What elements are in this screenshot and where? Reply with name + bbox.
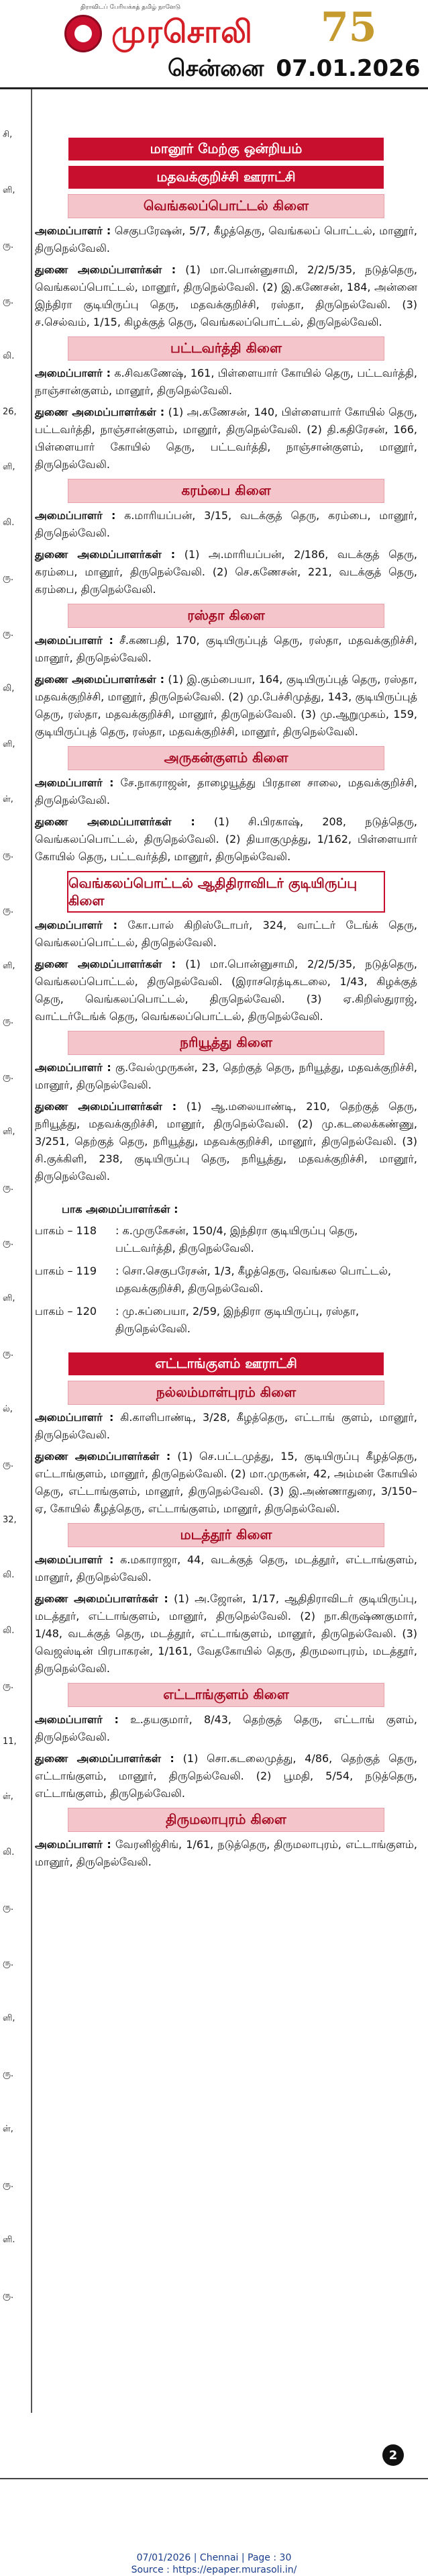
organiser-label: அமைப்பாளர் : — [35, 919, 118, 931]
page-number-badge: 2 — [382, 2444, 404, 2466]
deputies-value: (1) அ.கணேசன், 140, பிள்ளையார் கோயில் தெரு, பட்டவர்த்தி, நாஞ்சான்குளம், மானூர், திருநெல்வேலி. (2) தி.கதிரேசன், 166, பிள்ளையார் கோயில் தெரு, பட்டவர்த்தி, நாஞ்சான்குளம், மானூர், திருநெல்வேலி. — [35, 406, 417, 471]
organiser-label: அமைப்பாளர் : — [35, 634, 113, 647]
booth-value: : க.முருகேசன், 150/4, இந்திரா குடியிருப்பு தெரு, பட்டவர்த்தி, திருநெல்வேலி. — [115, 1224, 358, 1254]
organiser-label: அமைப்பாளர் : — [35, 776, 114, 789]
organiser-value: கோ.பால் கிறிஸ்டோபர், 324, வாட்டர் டேங்க் தெரு, வெங்கலப்பொட்டல், திருநெல்வேலி. — [35, 919, 418, 949]
deputies-label: துணை அமைப்பாளர்கள் : — [35, 548, 176, 561]
organiser-value: கி.காளிபாண்டி, 3/28, கீழத்தெரு, எட்டாங் குளம், மானூர், திருநெல்வேலி. — [35, 1411, 418, 1441]
left-column-text: ளி, — [3, 462, 15, 472]
left-column-text: லி. — [3, 1570, 15, 1580]
left-column-text: ரு. — [3, 2290, 14, 2301]
organiser-entry — [35, 1409, 417, 1444]
left-column-text: ரு. — [3, 1016, 14, 1026]
organiser-label: அமைப்பாளர் : — [35, 1553, 114, 1566]
organiser-entry — [35, 222, 417, 257]
booth-value: : மு.சுப்பையா, 2/59, இந்திரா குடியிருப்பு, ரஸ்தா, திருநெல்வேலி. — [115, 1305, 360, 1335]
organiser-value: சீ.கணபதி, 170, குடியிருப்புத் தெரு, ரஸ்தா, மதவக்குறிச்சி, மானூர், திருநெல்வேலி. — [35, 634, 418, 664]
anniversary-number: 75 — [321, 4, 377, 51]
organiser-entry — [35, 365, 417, 400]
organiser-entry — [35, 1551, 417, 1586]
left-column-text: ளி, — [3, 739, 15, 749]
organiser-label: அமைப்பாளர் : — [35, 367, 111, 379]
organiser-label: அமைப்பாளர் : — [35, 224, 111, 237]
branch-header: மடத்தூர் கிளை — [68, 1523, 384, 1547]
deputies-label: துணை அமைப்பாளர்கள் : — [35, 815, 195, 828]
masthead-tagline: திராவிடப் பேரியக்கத் தமிழ் நாளேடு — [81, 4, 181, 11]
left-column-text: 26, — [3, 406, 17, 417]
deputies-entry — [35, 1750, 417, 1802]
deputies-label: துணை அமைப்பாளர்கள் : — [35, 1752, 174, 1765]
deputies-label: துணை அமைப்பாளர்கள் : — [35, 406, 165, 418]
left-column-text: ளி. — [3, 2235, 15, 2245]
left-column-text: ரு. — [3, 1902, 14, 1913]
logo — [64, 12, 286, 54]
booth-header: பாக அமைப்பாளர்கள் : — [62, 1203, 178, 1215]
left-column-text: ளி, — [3, 185, 15, 195]
organiser-entry — [35, 1059, 417, 1094]
left-column-text: ரு. — [3, 240, 14, 250]
left-column-text: 32, — [3, 1514, 17, 1525]
city: சென்னை — [168, 55, 264, 82]
organiser-label: அமைப்பாளர் : — [35, 1713, 119, 1726]
left-column-text: ளி, — [3, 1127, 15, 1137]
left-column-text: ரு. — [3, 2068, 14, 2079]
left-column-text: சி, — [3, 130, 13, 140]
section-header: எட்டாங்குளம் ஊராட்சி — [68, 1352, 384, 1375]
deputies-value: (1) அ.ஜோன், 1/17, ஆதிதிராவிடர் குடியிருப்பு, மடத்தூர், எட்டாங்குளம், மானூர், திருநெல்வேலி. (2) நா.கிருஷ்ணகுமார், 1/48, வடக்குத் தெரு, மடத்தூர், எட்டாங்குளம், மானூர், திருநெல்வேலி. (3) வெஜஸ்டின் பிரபாகரன், 1/161, வேதகோயில் தெரு, திருமலாபுரம், மடத்தூர், திருநெல்வேலி. — [35, 1592, 417, 1675]
section-header: மதவக்குறிச்சி ஊராட்சி — [68, 166, 384, 189]
masthead — [0, 0, 428, 81]
deputies-entry — [35, 813, 417, 866]
left-column-text: லி. — [3, 517, 15, 528]
left-column-text: ரு. — [3, 905, 14, 915]
top-rule — [0, 87, 428, 89]
dateline — [168, 55, 428, 85]
left-column-text: 11, — [3, 1736, 17, 1747]
organiser-label: அமைப்பாளர் : — [35, 1838, 111, 1851]
organiser-value: க.மாரியப்பன், 3/15, வடக்குத் தெரு, கரம்பை, மானூர், திருநெல்வேலி. — [35, 509, 418, 539]
organiser-value: சே.நாகராஜன், தாழையூத்து பிரதான சாலை, மதவக்குறிச்சி, திருநெல்வேலி. — [35, 776, 418, 807]
left-column-text: ரு. — [3, 1459, 14, 1469]
banner-header: மானூர் மேற்கு ஒன்றியம் — [68, 138, 384, 160]
deputies-value: (1) மா.பொன்னுசாமி, 2/2/5/35, நடுத்தெரு, வெங்கலப்பொட்டல், திருநெல்வேலி. (இராசரெத்டிகடலை, 1/43, கிழக்குத் தெரு, வெங்கலப்பொட்டல், திருநெல்வேலி. (3) ஏ.கிறிஸ்துராஜ், வாட்டர்டேங்க் தெரு, வெங்கலப்பொட்டல், திருநெல்வேலி. — [35, 958, 417, 1023]
left-column-text: ளி, — [3, 1293, 15, 1303]
left-column-text: ள், — [3, 794, 13, 804]
organiser-value: க.சிவகணேஷ், 161, பிள்ளையார் கோயில் தெரு, பட்டவர்த்தி, நாஞ்சான்குளம், மானூர், திருநெல்வேலி. — [35, 367, 417, 397]
left-column-text: ரு. — [3, 1681, 14, 1691]
organiser-entry — [35, 774, 417, 809]
footer-page-info: 07/01/2026 | Chennai | Page : 30 — [136, 2552, 292, 2563]
left-column-text: லி. — [3, 1847, 15, 1857]
organiser-value: கு.வேல்முருகன், 23, தெற்குத் தெரு, நரியூத்து, மதவக்குறிச்சி, மானூர், திருநெல்வேலி. — [35, 1061, 417, 1091]
issue-date: 07.01.2026 — [276, 55, 421, 82]
left-column-text: லி. — [3, 1625, 15, 1636]
deputies-value: (1) ஆ.மலையாண்டி, 210, தெற்குத் தெரு, நரியூத்து, மதவக்குறிச்சி, மானூர், திருநெல்வேலி. (2) மு.கடலைக்கண்ணு, 3/251, தெற்குத் தெரு, நரியூத்து, மதவக்குறிச்சி, மானூர், திருநெல்வேலி. (3) சி.குக்கிளி, 238, குடியிருப்பு தெரு, நரியூத்து, மதவக்குறிச்சி, மானூர், திருநெல்வேலி. — [35, 1100, 418, 1183]
branch-header: அருகன்குளம் கிளை — [68, 746, 384, 770]
organiser-label: அமைப்பாளர் : — [35, 509, 116, 522]
left-column-text: ளி, — [3, 2013, 15, 2023]
left-column-text: ரு. — [3, 1238, 14, 1248]
booth-row — [35, 1303, 417, 1338]
left-column-text: ரு. — [3, 1958, 14, 1968]
deputies-value: (1) அ.மாரியப்பன், 2/186, வடக்குத் தெரு, கரம்பை, மானூர், திருநெல்வேலி. (2) செ.கணேசன், 221, வடக்குத் தெரு, கரம்பை, திருநெல்வேலி. — [35, 548, 417, 596]
left-column-text: ரு. — [3, 295, 14, 306]
branch-header: எட்டாங்குளம் கிளை — [68, 1683, 384, 1707]
organiser-label: அமைப்பாளர் : — [35, 1061, 111, 1074]
article-body — [35, 138, 417, 1876]
deputies-entry — [35, 1098, 417, 1185]
organiser-value: க.மகாராஜா, 44, வடக்குத் தெரு, மடத்தூர், எட்டாங்குளம், மானூர், திருநெல்வேலி. — [35, 1553, 418, 1583]
deputies-label: துணை அமைப்பாளர்கள் : — [35, 263, 176, 276]
organiser-value: வேரனிஜ்சிங், 1/61, நடுத்தெரு, திருமலாபுரம், எட்டாங்குளம், மானூர், திருநெல்வேலி. — [35, 1838, 417, 1868]
left-column-fragment — [0, 89, 32, 2413]
branch-header: கரம்பை கிளை — [68, 479, 384, 503]
left-column-text: ரு. — [3, 1182, 14, 1193]
deputies-entry — [35, 1590, 417, 1677]
deputies-label: துணை அமைப்பாளர்கள் : — [35, 1592, 168, 1605]
branch-header: திருமலாபுரம் கிளை — [68, 1808, 384, 1832]
deputies-entry — [35, 956, 417, 1025]
deputies-value: (1) சி.பிரகாஷ், 208, நடுத்தெரு, வெங்கலப்பொட்டல், திருநெல்வேலி. (2) தியாகுமுத்து, 1/162, பிள்ளையார் கோயில் தெரு, பட்டவர்த்தி, மானூர், திருநெல்வேலி. — [35, 815, 417, 863]
footer — [0, 2552, 428, 2576]
left-column-text: ளி, — [3, 960, 15, 971]
bottom-rule — [0, 2478, 428, 2479]
booth-value: : சொ.செகுபரேசன், 1/3, கீழத்தெரு, வெங்கல பொட்டல், மதவக்குறிச்சி, திருநெல்வேலி. — [115, 1264, 392, 1295]
left-column-text: ல், — [3, 1404, 13, 1414]
left-column-text: லி, — [3, 684, 15, 694]
deputies-entry — [35, 546, 417, 598]
left-column-text: ரு. — [3, 1348, 14, 1359]
footer-source: Source : https://epaper.murasoli.in/ — [131, 2565, 297, 2575]
left-column-text: ரு. — [3, 1071, 14, 1082]
booth-label: பாகம் – 118 — [35, 1224, 97, 1237]
left-column-text: ரு. — [3, 849, 14, 860]
left-column-text: லி. — [3, 351, 15, 361]
deputies-entry — [35, 1448, 417, 1518]
organiser-value: உ.தயகுமார், 8/43, தெற்குத் தெரு, எட்டாங் குளம், திருநெல்வேலி. — [35, 1713, 418, 1743]
deputies-value: (1) சொ.கடலைமுத்து, 4/86, தெற்குத் தெரு, எட்டாங்குளம், மானூர், திருநெல்வேலி. (2) பூமதி, 5/54, நடுத்தெரு, எட்டாங்குளம், திருநெல்வேலி. — [35, 1752, 418, 1800]
deputies-entry — [35, 404, 417, 473]
logo-text: முரசொலி — [111, 13, 253, 50]
branch-header: நரியூத்து கிளை — [68, 1031, 384, 1055]
booth-label: பாகம் – 119 — [35, 1264, 97, 1277]
organiser-label: அமைப்பாளர் : — [35, 1411, 114, 1424]
booth-row — [35, 1222, 417, 1257]
deputies-entry — [35, 671, 417, 741]
anniversary-badge — [315, 4, 376, 55]
booth-row — [35, 1262, 417, 1297]
deputies-label: துணை அமைப்பாளர்கள் : — [35, 1100, 177, 1113]
booth-label: பாகம் – 120 — [35, 1305, 97, 1318]
left-column-text: ரு. — [3, 628, 14, 639]
branch-header: நல்லம்மாள்புரம் கிளை — [68, 1381, 384, 1405]
branch-header: வெங்கலப்பொட்டல் கிளை — [68, 194, 384, 218]
organiser-entry — [35, 632, 417, 667]
left-column-text: ரு. — [3, 2179, 14, 2190]
deputies-entry — [35, 261, 417, 331]
branch-header: வெங்கலப்பொட்டல் ஆதிதிராவிடர் குடியிருப்பு கிளை — [67, 871, 385, 913]
organiser-entry — [35, 507, 417, 542]
deputies-value: (1) மா.பொன்னுசாமி, 2/2/5/35, நடுத்தெரு, வெங்கலப்பொட்டல், மானூர், திருநெல்வேலி. (2) இ.கணேசன், 184, அன்னை இந்திரா குடியிருப்பு தெரு, மதவக்குறிச்சி, ரஸ்தா, திருநெல்வேலி. (3) ச.செல்வம், 1/15, கிழக்குத் தெரு, வெங்கலப்பொட்டல், திருநெல்வேலி. — [35, 263, 417, 328]
organiser-entry — [35, 1836, 417, 1871]
deputies-label: துணை அமைப்பாளர்கள் : — [35, 1450, 171, 1463]
deputies-label: துணை அமைப்பாளர்கள் : — [35, 958, 176, 970]
left-column-text: ள், — [3, 2124, 13, 2134]
seal-icon — [64, 15, 102, 52]
organiser-value: செகுபரேஷன், 5/7, கீழத்தெரு, வெங்கலப் பொட்டல், மானூர், திருநெல்வேலி. — [35, 224, 418, 255]
deputies-label: துணை அமைப்பாளர்கள் : — [35, 673, 164, 686]
left-column-text: ரு. — [3, 573, 14, 583]
deputies-value: (1) இ.கும்பையா, 164, குடியிருப்புத் தெரு, ரஸ்தா, மதவக்குறிச்சி, மானூர், திருநெல்வேலி. (2) மு.பேச்சிமுத்து, 143, குடியிருப்புத் தெரு, ரஸ்தா, மதவக்குறிச்சி, மானூர், திருநெல்வேலி. (3) மு.ஆறுமுகம், 159, குடியிருப்புத் தெரு, ரஸ்தா, மதவக்குறிச்சி, மானூர், திருநெல்வேலி. — [35, 673, 417, 738]
left-column-text: ள், — [3, 1792, 13, 1802]
organiser-entry — [35, 917, 417, 952]
organiser-entry — [35, 1711, 417, 1746]
deputies-value: (1) செ.பட்டமுத்து, 15, குடியிருப்பு கீழத்தெரு, எட்டாங்குளம், மானூர், திருநெல்வேலி. (2) மா.முருகன், 42, அம்மன் கோயில் தெரு, எட்டாங்குளம், மானூர், திருநெல்வேலி. (3) இ.அண்ணாதுரை, 3/150–ஏ, கோயில் கீழத்தெரு, எட்டாங்குளம், மானூர், திருநெல்வேலி. — [35, 1450, 417, 1515]
branch-header: பட்டவர்த்தி கிளை — [68, 336, 384, 361]
branch-header: ரஸ்தா கிளை — [68, 604, 384, 628]
